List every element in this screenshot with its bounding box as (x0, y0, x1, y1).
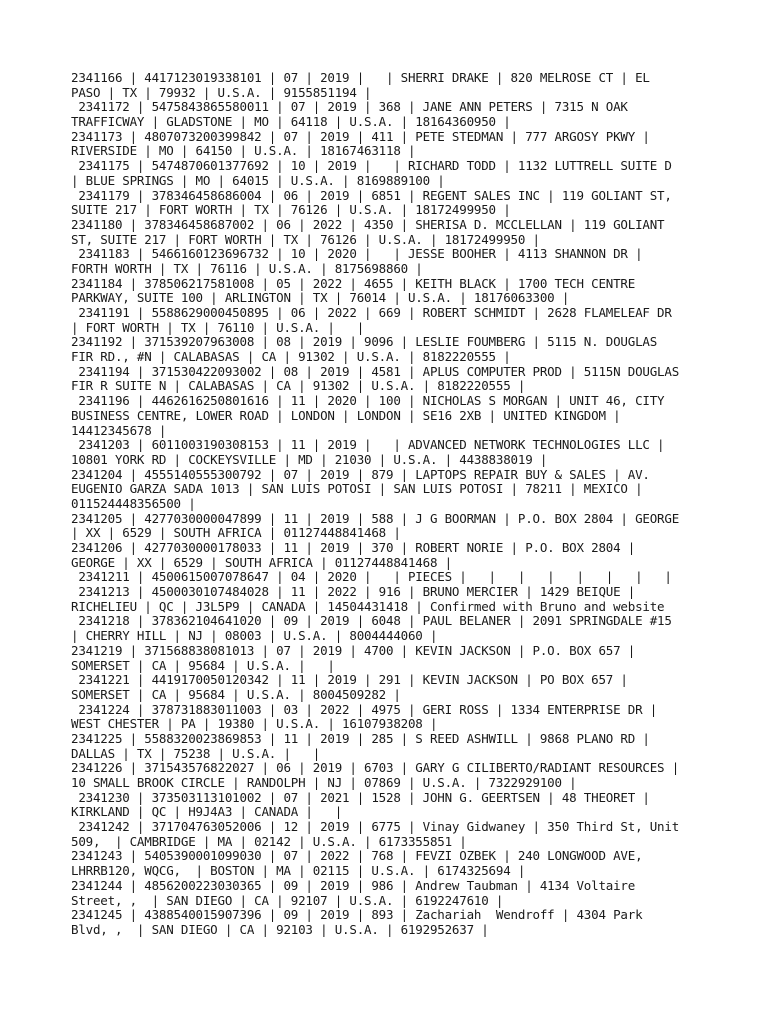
text-line: 2341172 | 5475843865580011 | 07 | 2019 | 368 | JANE ANN PETERS | 7315 N OAK (71, 99, 628, 115)
text-line: | CHERRY HILL | NJ | 08003 | U.S.A. | 8004444060 | (71, 628, 438, 644)
text-line: Street, , | SAN DIEGO | CA | 92107 | U.S.A. | 6192247610 | (71, 892, 504, 908)
text-line: 011524448356500 | (71, 495, 196, 511)
text-line: FIR RD., #N | CALABASAS | CA | 91302 | U.S.A. | 8182220555 | (71, 349, 511, 365)
text-line: 2341205 | 4277030000047899 | 11 | 2019 | 588 | J G BOORMAN | P.O. BOX 2804 | GEORGE (71, 510, 680, 526)
text-line: | XX | 6529 | SOUTH AFRICA | 01127448841468 | (71, 525, 401, 541)
text-line: EUGENIO GARZA SADA 1013 | SAN LUIS POTOSI | SAN LUIS POTOSI | 78211 | MEXICO | (71, 481, 643, 497)
text-line: 2341196 | 4462616250801616 | 11 | 2020 | 100 | NICHOLAS S MORGAN | UNIT 46, CITY (71, 393, 665, 409)
text-line: 2341206 | 4277030000178033 | 11 | 2019 | 370 | ROBERT NORIE | P.O. BOX 2804 | (71, 540, 636, 555)
text-line: 2341244 | 4856200223030365 | 09 | 2019 | 986 | Andrew Taubman | 4134 Voltaire (71, 877, 636, 893)
text-line: | BLUE SPRINGS | MO | 64015 | U.S.A. | 8169889100 | (71, 172, 445, 188)
text-line: 2341191 | 5588629000450895 | 06 | 2022 | 669 | ROBERT SCHMIDT | 2628 FLAMELEAF DR (71, 305, 672, 320)
text-line: 2341224 | 378731883011003 | 03 | 2022 | 4975 | GERI ROSS | 1334 ENTERPRISE DR | (71, 701, 658, 717)
text-line: GEORGE | XX | 6529 | SOUTH AFRICA | 01127448841468 | (71, 554, 452, 570)
text-line: 2341203 | 6011003190308153 | 11 | 2019 | | ADVANCED NETWORK TECHNOLOGIES LLC | (71, 437, 665, 453)
text-line: 14412345678 | (71, 422, 167, 438)
text-line: 2341180 | 378346458687002 | 06 | 2022 | 4350 | SHERISA D. MCCLELLAN | 119 GOLIANT (71, 216, 665, 232)
text-line: 10801 YORK RD | COCKEYSVILLE | MD | 21030 | U.S.A. | 4438838019 | (71, 451, 548, 467)
text-line: 2341225 | 5588320023869853 | 11 | 2019 | 285 | S REED ASHWILL | 9868 PLANO RD | (71, 730, 650, 746)
document-page (71, 71, 711, 938)
text-line: SOMERSET | CA | 95684 | U.S.A. | 8004509282 | (71, 686, 401, 702)
text-line: 2341194 | 371530422093002 | 08 | 2019 | 4581 | APLUS COMPUTER PROD | 5115N DOUGLAS (71, 363, 680, 379)
text-line: 2341221 | 4419170050120342 | 11 | 2019 | 291 | KEVIN JACKSON | PO BOX 657 | (71, 672, 628, 688)
text-line: WEST CHESTER | PA | 19380 | U.S.A. | 16107938208 | (71, 716, 438, 732)
text-line: PARKWAY, SUITE 100 | ARLINGTON | TX | 76014 | U.S.A. | 18176063300 | (71, 290, 570, 306)
text-line: 2341175 | 5474870601377692 | 10 | 2019 | | RICHARD TODD | 1132 LUTTRELL SUITE D (71, 158, 672, 174)
text-line: 2341173 | 4807073200399842 | 07 | 2019 | 411 | PETE STEDMAN | 777 ARGOSY PKWY | (71, 128, 650, 144)
text-line: 2341166 | 4417123019338101 | 07 | 2019 | | SHERRI DRAKE | 820 MELROSE CT | EL (71, 70, 650, 85)
text-line: 2341204 | 4555140555300792 | 07 | 2019 | 879 | LAPTOPS REPAIR BUY & SALES | AV. (71, 466, 650, 482)
text-line: TRAFFICWAY | GLADSTONE | MO | 64118 | U.S.A. | 18164360950 | (71, 114, 511, 130)
text-line: 2341243 | 5405390001099030 | 07 | 2022 | 768 | FEVZI OZBEK | 240 LONGWOOD AVE, (71, 848, 643, 864)
text-line: RICHELIEU | QC | J3L5P9 | CANADA | 14504431418 | Confirmed with Bruno and website (71, 598, 665, 614)
text-line: 509, | CAMBRIDGE | MA | 02142 | U.S.A. | 6173355851 | (71, 833, 467, 849)
text-line: 2341213 | 4500030107484028 | 11 | 2022 | 916 | BRUNO MERCIER | 1429 BEIQUE | (71, 584, 636, 600)
text-line: ST, SUITE 217 | FORT WORTH | TX | 76126 | U.S.A. | 18172499950 | (71, 231, 540, 247)
text-line: DALLAS | TX | 75238 | U.S.A. | | (71, 745, 321, 761)
text-line: 2341230 | 373503113101002 | 07 | 2021 | 1528 | JOHN G. GEERTSEN | 48 THEORET | (71, 789, 650, 805)
text-line: 2341211 | 4500615007078647 | 04 | 2020 | | PIECES | | | | | | | | (71, 569, 672, 585)
text-line: 2341219 | 371568838081013 | 07 | 2019 | 4700 | KEVIN JACKSON | P.O. BOX 657 | (71, 642, 636, 658)
text-line: 2341183 | 5466160123696732 | 10 | 2020 | | JESSE BOOHER | 4113 SHANNON DR | (71, 246, 643, 262)
text-line: PASO | TX | 79932 | U.S.A. | 9155851194 | (71, 84, 372, 100)
text-line: 2341179 | 378346458686004 | 06 | 2019 | 6851 | REGENT SALES INC | 119 GOLIANT ST, (71, 187, 672, 203)
text-line: RIVERSIDE | MO | 64150 | U.S.A. | 18167463118 | (71, 143, 416, 159)
text-line: 2341218 | 378362104641020 | 09 | 2019 | 6048 | PAUL BELANER | 2091 SPRINGDALE #15 (71, 613, 672, 629)
text-line: 2341226 | 371543576822027 | 06 | 2019 | 6703 | GARY G CILIBERTO/RADIANT RESOURCES | (71, 760, 680, 776)
text-line: SOMERSET | CA | 95684 | U.S.A. | | (71, 657, 335, 673)
text-line: 10 SMALL BROOK CIRCLE | RANDOLPH | NJ | 07869 | U.S.A. | 7322929100 | (71, 775, 577, 790)
text-line: SUITE 217 | FORT WORTH | TX | 76126 | U.S.A. | 18172499950 | (71, 202, 511, 218)
text-line: 2341245 | 4388540015907396 | 09 | 2019 | 893 | Zachariah Wendroff | 4304 Park (71, 907, 643, 923)
text-line: BUSINESS CENTRE, LOWER ROAD | LONDON | LONDON | SE16 2XB | UNITED KINGDOM | (71, 407, 621, 423)
text-line: FIR R SUITE N | CALABASAS | CA | 91302 | U.S.A. | 8182220555 | (71, 378, 526, 394)
text-line: Blvd, , | SAN DIEGO | CA | 92103 | U.S.A. | 6192952637 | (71, 921, 489, 937)
text-line: | FORT WORTH | TX | 76110 | U.S.A. | | (71, 319, 365, 335)
text-line: 2341192 | 371539207963008 | 08 | 2019 | 9096 | LESLIE FOUMBERG | 5115 N. DOUGLAS (71, 334, 658, 350)
text-line: LHRRB120, WQCG, | BOSTON | MA | 02115 | U.S.A. | 6174325694 | (71, 863, 526, 879)
text-line: 2341242 | 371704763052006 | 12 | 2019 | 6775 | Vinay Gidwaney | 350 Third St, Unit (71, 819, 680, 835)
text-line: FORTH WORTH | TX | 76116 | U.S.A. | 8175698860 | (71, 260, 423, 276)
text-line: 2341184 | 378506217581008 | 05 | 2022 | 4655 | KEITH BLACK | 1700 TECH CENTRE (71, 275, 636, 291)
text-line: KIRKLAND | QC | H9J4A3 | CANADA | | (71, 804, 343, 820)
